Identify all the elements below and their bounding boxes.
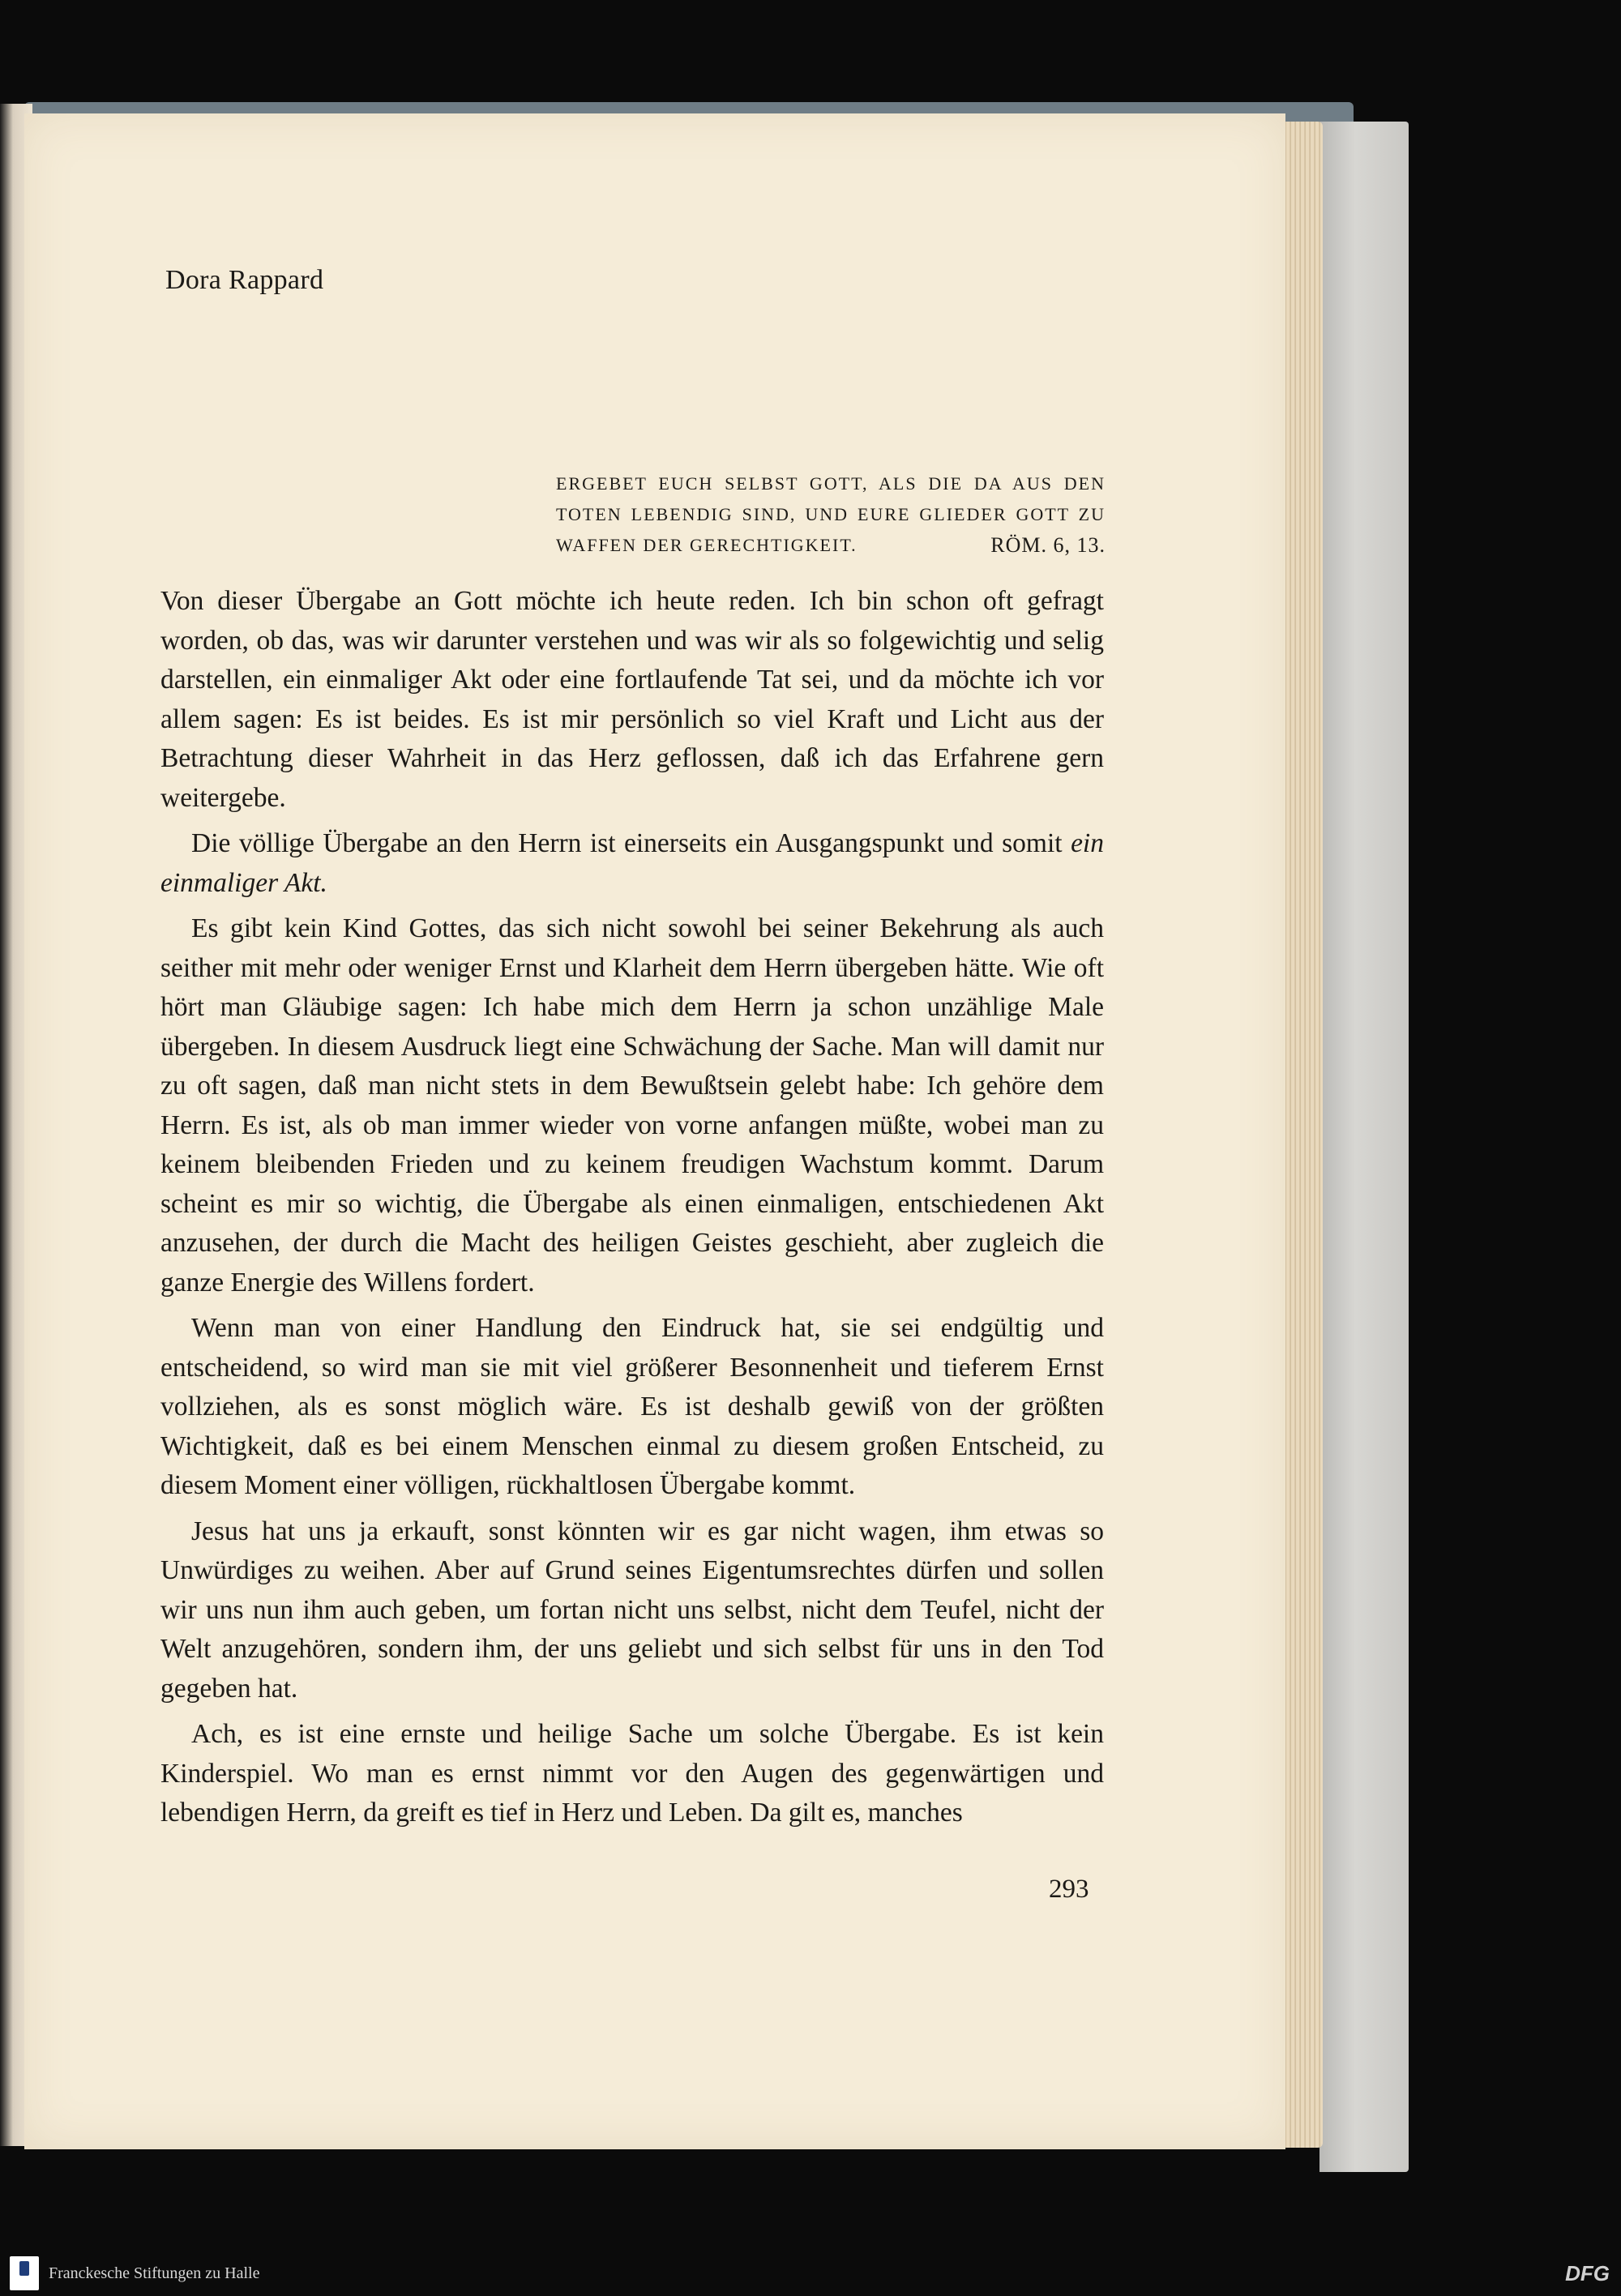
epigraph-line: TOTEN LEBENDIG SIND, UND EURE GLIEDER GOTT ZU bbox=[556, 504, 1106, 524]
body-text bbox=[160, 582, 1104, 1833]
paragraph: Ach, es ist eine ernste und heilige Sache um solche Übergabe. Es ist kein Kinderspiel. Wo man es ernst nimmt vor den Augen des gegenwärtigen und lebendigen Herrn, da greift es tief in Herz und Leben. Da gilt es, manches bbox=[160, 1719, 1104, 1828]
paragraph: Es gibt kein Kind Gottes, das sich nicht sowohl bei seiner Bekehrung als auch seither mit mehr oder weniger Ernst und Klarheit dem Herrn übergeben hätte. Wie oft hört man Gläubige sagen: Ich habe mich dem Herrn ja schon unzählige Male übergeben. In diesem Ausdruck liegt eine Schwächung der Sache. Man will damit nur zu oft sagen, daß man nicht stets in dem Bewußtsein gelebt habe: Ich gehöre dem Herrn. Es ist, als ob man immer wieder von vorne anfangen müßte, wobei man zu keinem bleibenden Frieden und zu keinem freudigen Wachstum kommt. Darum scheint es mir so wichtig, die Übergabe als einen einmaligen, entschiedenen Akt anzusehen, der durch die Macht des heiligen Geistes geschieht, aber zugleich die ganze Energie des Willens fordert. bbox=[160, 913, 1104, 1298]
emphasis: ein einmaliger Akt. bbox=[160, 828, 1104, 898]
institution-logo-icon[interactable] bbox=[10, 2256, 39, 2290]
epigraph-line: WAFFEN DER GERECHTIGKEIT. bbox=[556, 535, 858, 555]
page-stack-edges bbox=[1282, 122, 1323, 2148]
bible-reference: RÖM. 6, 13. bbox=[990, 533, 1106, 557]
paragraph: Von dieser Übergabe an Gott möchte ich heute reden. Ich bin schon oft gefragt worden, ob das, was wir darunter verstehen und was wir als so folgewichtig und selig darstellen, ein einmaliger Akt oder eine fortlaufende Tat sei, und da möchte ich vor allem sagen: Es ist beides. Es ist mir persönlich so viel Kraft und Licht aus der Betrachtung dieser Wahrheit in das Herz geflossen, daß ich das Erfahrene gern weitergebe. bbox=[160, 586, 1104, 813]
epigraph-last-line bbox=[556, 530, 1106, 561]
running-head-author: Dora Rappard bbox=[165, 265, 324, 295]
dfg-logo[interactable]: DFG bbox=[1565, 2261, 1610, 2285]
paragraph-text: Die völlige Übergabe an den Herrn ist einerseits ein Ausgangspunkt und somit bbox=[191, 828, 1071, 858]
back-board bbox=[1319, 122, 1409, 2172]
epigraph bbox=[556, 468, 1106, 561]
paragraph: Jesus hat uns ja erkauft, sonst könnten wir es gar nicht wagen, ihm etwas so Unwürdiges zu weihen. Aber auf Grund seines Eigentumsrechtes dürfen und sollen wir uns nun ihm auch geben, um fortan nicht uns selbst, nicht dem Teufel, nicht der Welt anzugehören, sondern ihm, der uns geliebt und sich selbst für uns in den Tod gegeben hat. bbox=[160, 1516, 1104, 1704]
institution-name[interactable]: Franckesche Stiftungen zu Halle bbox=[49, 2264, 260, 2282]
page-number: 293 bbox=[1049, 1875, 1089, 1904]
epigraph-line: ERGEBET EUCH SELBST GOTT, ALS DIE DA AUS DEN bbox=[556, 473, 1106, 494]
paragraph: Wenn man von einer Handlung den Eindruck hat, sie sei endgültig und entscheidend, so wird man sie mit viel größerer Besonnenheit und tieferem Ernst vollziehen, als es sonst möglich wäre. Es ist deshalb gewiß von der größten Wichtigkeit, daß es bei einem Menschen einmal zu diesem großen Entscheid, zu diesem Moment einer völligen, rückhaltlosen Übergabe kommt. bbox=[160, 1313, 1104, 1500]
paragraph bbox=[160, 824, 1104, 903]
